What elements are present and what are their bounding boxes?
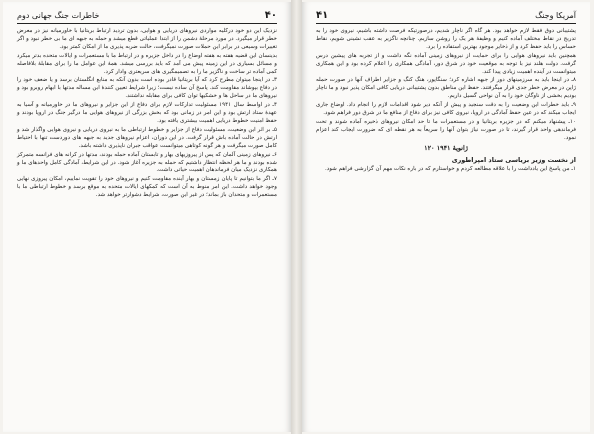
book-gutter [291,0,302,434]
paragraph: ۶ـ نیروهای زمینی آلمان که پس از پیروزیهای بهار و تابستان آماده حمله بودند، مدتها در کرانه های فرانسه متمرکز شده بودند و ما هر لحظه انتظار داشتیم که حمله به جزیره آغاز شود. در این شرایط، آمادگی کامل واحدهای ما و همکاری نزدیک میان فرماندهان اهمیت حیاتی داشت. [17,151,277,174]
right-running-title: آمریکا وجنگ [535,11,576,20]
paragraph: ۳ـ در اینجا میتوان مطرح کرد که آیا بریتانیا قادر بوده است بدون آنکه به منابع انگلستان برسد و یا ضعف خود را در دفاع بپوشاند مقاومت کند. پاسخ آن ساده نیست؛ زیرا شرایط تعیین کنندهٔ این مساله مدتها با ابهام روبرو بود و نیروهای ما در ساحل ها و خشکیها توان کافی برای مقابله نداشتند. [17,77,277,100]
paragraph: بدینسان این قضیه هفته به هفته اوضاع را در داخل جزیره و در ارتباط ما با مستعمرات و ایالات متحده بدتر میکرد و مسائل بسیاری در این زمینه پیش می آمد که باید بررسی میشد. همهٔ این عوامل ما را برای مقابلهٔ بلافاصله کمی آماده تر ساخت و ناگزیر ما را به تصمیمگیری های سریعتری وادار کرد. [17,52,277,75]
paragraph: پشتیبانی دوق فقط لازم خواهد بود. هر گاه اگر ناچار شدیم، درصورتیکه فرصت داشته باشیم، نیروی خود را به تدریج در نقاط مختلف آماده کنیم و وظیفهٔ هر یک را روشن سازیم. چنانچه ناگزیر به عقب نشینی شویم، نقاط حساس را باید حفظ کرد و از ذخایر موجود بهترین استفاده را برد. [316,28,576,50]
left-page-header [17,8,277,24]
paragraph: ۴ـ در اواسط سال ۱۹۴۱ مسئولیت تدارکات لازم برای دفاع از این جزایر و نیروهای ما در خاورمیانه و آسیا به عهدهٔ ستاد ارتش بود و این امر در زمانی بود که بخش بزرگی از نیروهای هوایی ما درگیر جنگ در اروپا بودند و حفظ امنیت خطوط دریایی اهمیت بیشتری یافته بود. [17,102,277,124]
right-page-header [316,8,576,24]
left-running-title: خاطرات جنگ جهانی دوم [17,11,100,20]
paragraph: همچنین باید نیروهای هوایی را برای حمایت از نیروهای زمینی آماده نگه داشت و از تجربه های پیشین درس گرفت. دولت هلند نیز با توجه به موقعیت خود در شرق دور، آمادگی همکاری را اعلام کرده بود و این همکاری میتوانست در آینده اهمیت زیادی پیدا کند. [316,52,576,75]
paragraph: ۱۰ـ پیشنهاد میکنم که در جزیره بریتانیا و در مستعمرات ما تا حد امکان نیروهای ذخیره آماده شوند و تحت فرماندهی واحد قرار گیرند، تا در صورت نیاز بتوان آنها را سریعاً به هر نقطه ای که ضرورت ایجاب کند اعزام نمود. [316,118,576,141]
right-page [302,2,590,432]
left-page-number: ۴۰ [264,10,277,21]
date-line: ۱۲۰ ژانویهٔ ۱۹۴۱ [424,143,468,152]
right-page-number: ۴۱ [316,10,329,21]
section-title: از نخست وزیر بریاسی ستاد امپراطوری [451,155,576,164]
paragraph: ۱ـ من پاسخ این یادداشت را با علاقه مطالعه کردم و خواستارم که در باره نکات مهم آن گزارشی فراهم شود. [325,165,576,172]
paragraph: ۹ـ باید خطرات این وضعیت را به دقت سنجید و پیش از آنکه دیر شود اقدامات لازم را انجام داد. اوضاع جاری ایجاب میکند که در عین حفظ آمادگی در اروپا، نیروی کافی نیز برای دفاع از منافع ما در شرق دور فراهم شود. [316,102,576,117]
right-page-body [316,28,576,174]
paragraph: ۷ـ اگر ما بتوانیم تا پایان زمستان و بهار آینده مقاومت کنیم و نیروهای خود را تقویت نماییم، امکان پیروزی نهایی وجود خواهد داشت. این امر منوط به آن است که کمکهای ایالات متحده به موقع برسد و خطوط ارتباطی ما با مستعمرات و متحدان باز بماند؛ در غیر این صورت، شرایط دشوارتر خواهد شد. [17,176,277,199]
left-page-body [17,28,277,200]
paragraph: ۵ـ بر اثر این وضعیت، مسئولیت دفاع از جزایر و خطوط ارتباطی ما به نیروی دریایی و نیروی هوایی واگذار شد و ارتش در حالت آماده باش قرار گرفت. در این دوران، اعزام نیروهای جدید به جبهه های دوردست تنها با احتیاط کامل صورت میگرفت و هر گونه کوتاهی میتوانست عواقب جبران ناپذیری داشته باشد. [17,126,277,149]
paragraph: نزدیک این دو خود درکلیه مواردی نیروهای دریایی و هوایی، بدون تردید ارتباط بریتانیا با خاورمیانه نیز در معرض خطر قرار میگیرد. در مورد مرحلهٔ دشمن را از ابتدا عملیاتی قطع میشد و حمله به جبهه ای ما بی خطر نبود و اگر تغییرات وسیعی در برابر این حملات صورت نمیگرفت، حالت ضربه پذیری ما از امکان کمتر بود. [17,28,277,50]
paragraph: ۸ـ در اینجا باید به سرزمینهای دور از جبهه اشاره کرد؛ سنگاپور، هنگ کنگ و جزایر اطراف آنها در صورت حمله ژاپن در معرض خطر جدی قرار میگرفتند. حفظ این مناطق بدون پشتیبانی دریایی کافی امکان پذیر نبود و ما ناچار بودیم بخشی از ناوگان خود را به آن نواحی گسیل داریم. [316,77,576,100]
left-page [3,2,291,432]
